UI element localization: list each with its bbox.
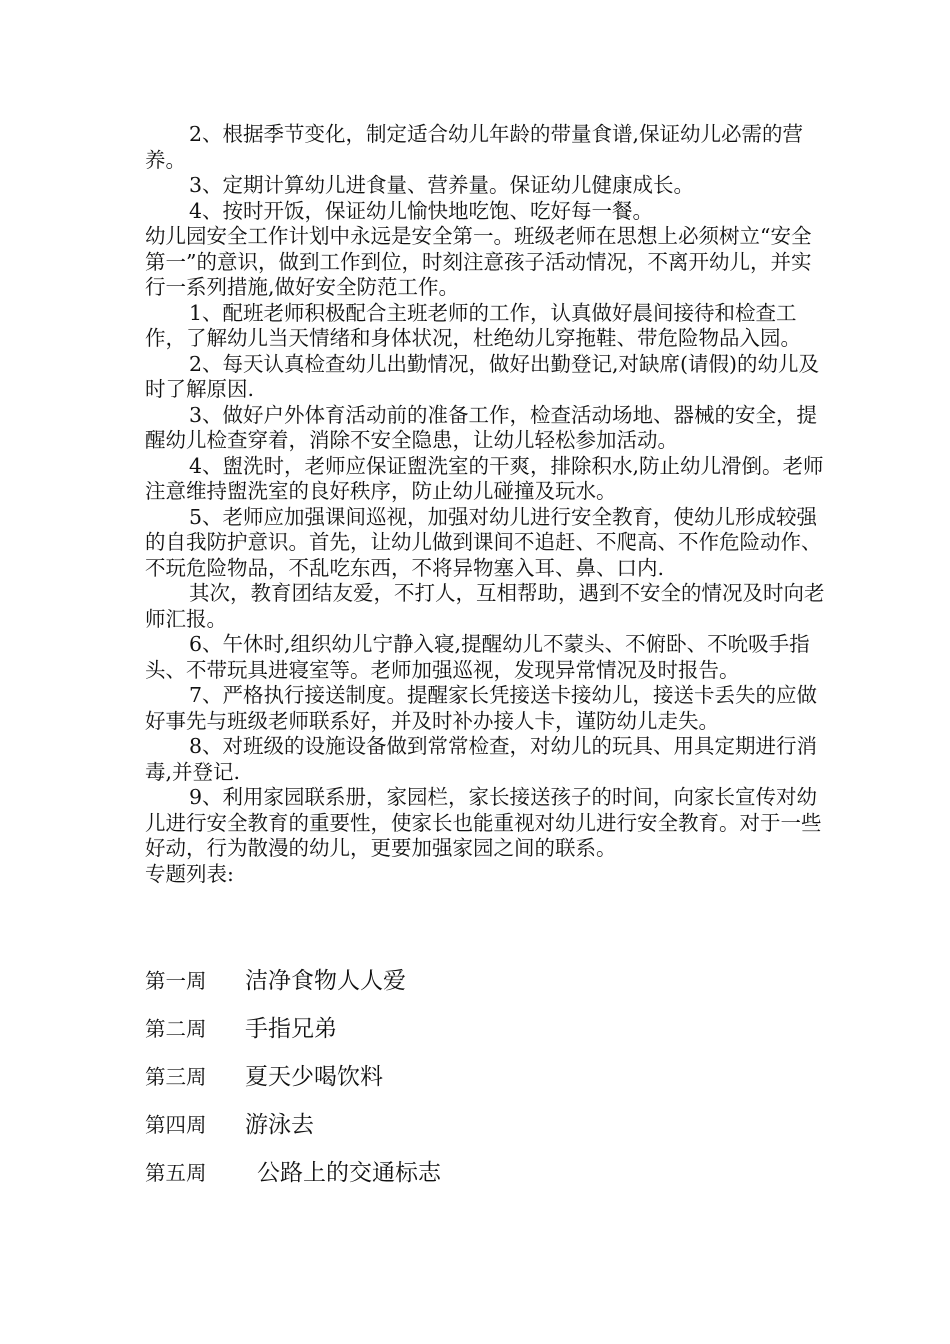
paragraph-safety-6: 6、午休时,组织幼儿宁静入寝,提醒幼儿不蒙头、不俯卧、不吮吸手指头、不带玩具进寝室等。老师加强巡视，发现异常情况及时报告。 xyxy=(145,632,810,682)
weekly-topic-list xyxy=(145,966,825,1206)
week-row xyxy=(145,966,825,1014)
topic-list-heading: 专题列表: xyxy=(145,861,234,886)
week-row xyxy=(145,1158,825,1206)
paragraph-safety-5-cont: 其次，教育团结友爱，不打人，互相帮助，遇到不安全的情况及时向老师汇报。 xyxy=(145,581,825,631)
paragraph-safety-intro: 幼儿园安全工作计划中永远是安全第一。班级老师在思想上必须树立“安全第一”的意识，做到工作到位，时刻注意孩子活动情况，不离开幼儿，并实行一系列措施,做好安全防范工作。 xyxy=(145,224,812,299)
week-label: 第二周 xyxy=(145,1017,207,1041)
paragraph-safety-7: 7、严格执行接送制度。提醒家长凭接送卡接幼儿，接送卡丢失的应做好事先与班级老师联系好，并及时补办接人卡，谨防幼儿走失。 xyxy=(145,683,818,733)
document-body xyxy=(145,122,825,887)
week-topic: 游泳去 xyxy=(245,1112,314,1138)
paragraph-safety-5: 5、老师应加强课间巡视，加强对幼儿进行安全教育，使幼儿形成较强的自我防护意识。首先，让幼儿做到课间不追赶、不爬高、不作危险动作、不玩危险物品，不乱吃东西，不将异物塞入耳、鼻、口内. xyxy=(145,504,822,580)
week-row xyxy=(145,1014,825,1062)
paragraph-safety-3: 3、做好户外体育活动前的准备工作，检查活动场地、器械的安全，提醒幼儿检查穿着，消除不安全隐患，让幼儿轻松参加活动。 xyxy=(145,402,818,452)
paragraph-safety-1: 1、配班老师积极配合主班老师的工作，认真做好晨间接待和检查工作，了解幼儿当天情绪和身体状况，杜绝幼儿穿拖鞋、带危险物品入园。 xyxy=(145,300,801,350)
paragraph-safety-4: 4、盥洗时，老师应保证盥洗室的干爽，排除积水,防止幼儿滑倒。老师注意维持盥洗室的良好秩序，防止幼儿碰撞及玩水。 xyxy=(145,453,824,503)
week-row xyxy=(145,1062,825,1110)
week-topic: 公路上的交通标志 xyxy=(257,1160,441,1186)
paragraph-menu-4: 4、按时开饭，保证幼儿愉快地吃饱、吃好每一餐。 xyxy=(189,198,654,223)
week-topic: 洁净食物人人爱 xyxy=(245,968,406,994)
paragraph-menu-3: 3、定期计算幼儿进食量、营养量。保证幼儿健康成长。 xyxy=(189,173,695,197)
week-row xyxy=(145,1110,825,1158)
week-label: 第一周 xyxy=(145,969,207,993)
week-topic: 夏天少喝饮料 xyxy=(245,1064,383,1090)
paragraph-safety-2: 2、每天认真检查幼儿出勤情况，做好出勤登记,对缺席(请假)的幼儿及时了解原因. xyxy=(145,351,820,401)
week-label: 第五周 xyxy=(145,1161,207,1185)
week-label: 第三周 xyxy=(145,1065,207,1089)
paragraph-safety-8: 8、对班级的设施设备做到常常检查，对幼儿的玩具、用具定期进行消毒,并登记. xyxy=(145,734,818,784)
paragraph-menu-2: 2、根据季节变化，制定适合幼儿年龄的带量食谱,保证幼儿必需的营养。 xyxy=(145,122,804,172)
paragraph-safety-9: 9、利用家园联系册，家园栏，家长接送孩子的时间，向家长宣传对幼儿进行安全教育的重要性，使家长也能重视对幼儿进行安全教育。对于一些好动，行为散漫的幼儿，更要加强家园之间的联系。 xyxy=(145,785,822,860)
week-topic: 手指兄弟 xyxy=(245,1016,337,1042)
week-label: 第四周 xyxy=(145,1113,207,1137)
